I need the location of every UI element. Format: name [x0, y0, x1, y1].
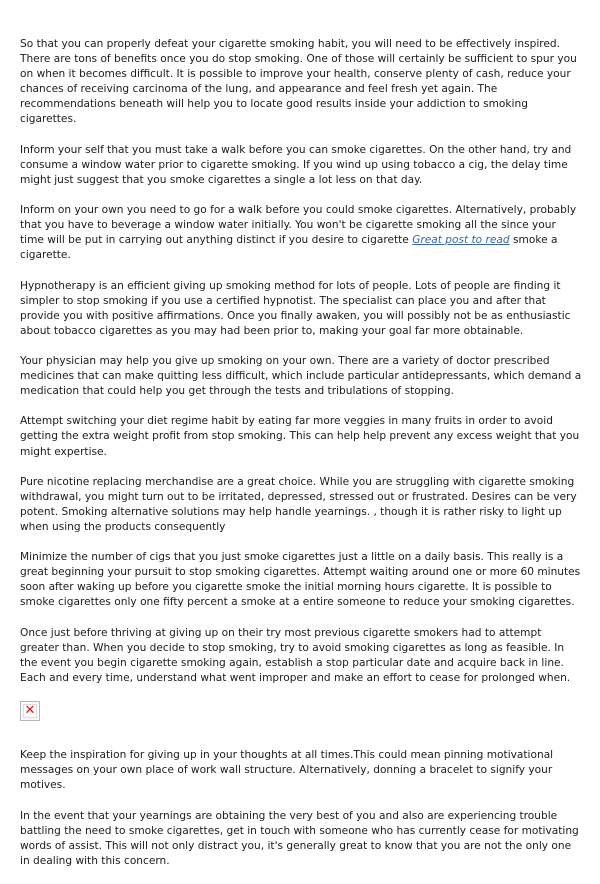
paragraph-9: Once just before thriving at giving up on their try most previous cigarette smokers had to attempt greater than. When you decide to stop smoking, try to avoid smoking cigarettes as long as feasible. In the event you begin cigarette smoking again, establish a stop particular date and acquire back in line. Each and every time, understand what went improper and make an effort to cease for prolonged when. [20, 626, 571, 684]
paragraph-1: So that you can properly defeat your cigarette smoking habit, you will need to be effectively inspired. There are tons of benefits once you do stop smoking. One of those will certainly be sufficient to spur you on when it becomes difficult. It is possible to improve your health, conserve plenty of cash, reduce your chances of receiving carcinoma of the lung, and appearance and feel fresh yet again. The recommendations beneath will help you to locate good results inside your addiction to smoking cigarettes. [20, 38, 577, 126]
paragraph-11: In the event that your yearnings are obtaining the very best of you and also are experiencing trouble battling the need to smoke cigarettes, get in touch with someone who has currently cease for motivating words of assist. This will not only distract you, it's generally great to know that you are not the only one in dealing with this concern. [20, 809, 579, 867]
paragraph-8: Minimize the number of cigs that you just smoke cigarettes just a little on a daily basis. This really is a great beginning your pursuit to stop smoking cigarettes. Attempt waiting around one or more 60 minutes soon after waking up before you cigarette smoke the initial morning hours cigarette. It is possible to smoke cigarettes only one fifty percent a smoke at a entire someone to reduce your smoking cigarettes. [20, 551, 581, 609]
paragraph-5: Your physician may help you give up smoking on your own. There are a variety of doctor prescribed medicines that can make quitting less difficult, which include particular antidepressants, which demand a medication that could help you get through the tests and tribulations of stopping. [20, 354, 582, 398]
paragraph-4: Hypnotherapy is an efficient giving up smoking method for lots of people. Lots of people are finding it simpler to stop smoking if you use a certified hypnotist. The specialist can place you and after that provide you with positive affirmations. Once you finally awaken, you will possibly not be as enthusiastic about tobacco cigarettes as you may had been prior to, making your goal far more obtainable. [20, 279, 571, 337]
broken-image-placeholder [20, 701, 40, 721]
great-post-link[interactable]: Great post to read [412, 234, 510, 247]
paragraph-3-text-before: Inform on your own you need to go for a walk before you could smoke cigarettes. Alternatively, probably that you have to beverage a window water initially. You won't be cigarette smoking all the since your time will be put in carrying out anything distinct if you desire to cigarette [20, 204, 577, 247]
paragraph-6: Attempt switching your diet regime habit by eating far more veggies in many fruits in order to avoid getting the extra weight profit from stop smoking. This can help help prevent any excess weight that you might expertise. [20, 415, 580, 458]
broken-image-icon: ✕ [24, 703, 36, 719]
paragraph-10: Keep the inspiration for giving up in your thoughts at all times.This could mean pinning motivational messages on your own place of work wall structure. Alternatively, donning a bracelet to signify your motives. [20, 749, 554, 792]
article-body [20, 37, 582, 884]
paragraph-7: Pure nicotine replacing merchandise are a great choice. While you are struggling with cigarette smoking withdrawal, you might turn out to be irritated, depressed, stressed out or frustrated. Desires can be very potent. Smoking alternative solutions may help handle yearnings. , though it is rather risky to light up when using the products consequently [20, 475, 577, 533]
paragraph-2: Inform your self that you must take a walk before you can smoke cigarettes. On the other hand, try and consume a window water prior to cigarette smoking. If you wind up using tobacco a cig, the delay time might just suggest that you smoke cigarettes a single a lot less on that day. [20, 143, 572, 186]
paragraph-3 [20, 203, 582, 263]
paragraph-3-text-after: smoke a cigarette. [20, 234, 558, 262]
